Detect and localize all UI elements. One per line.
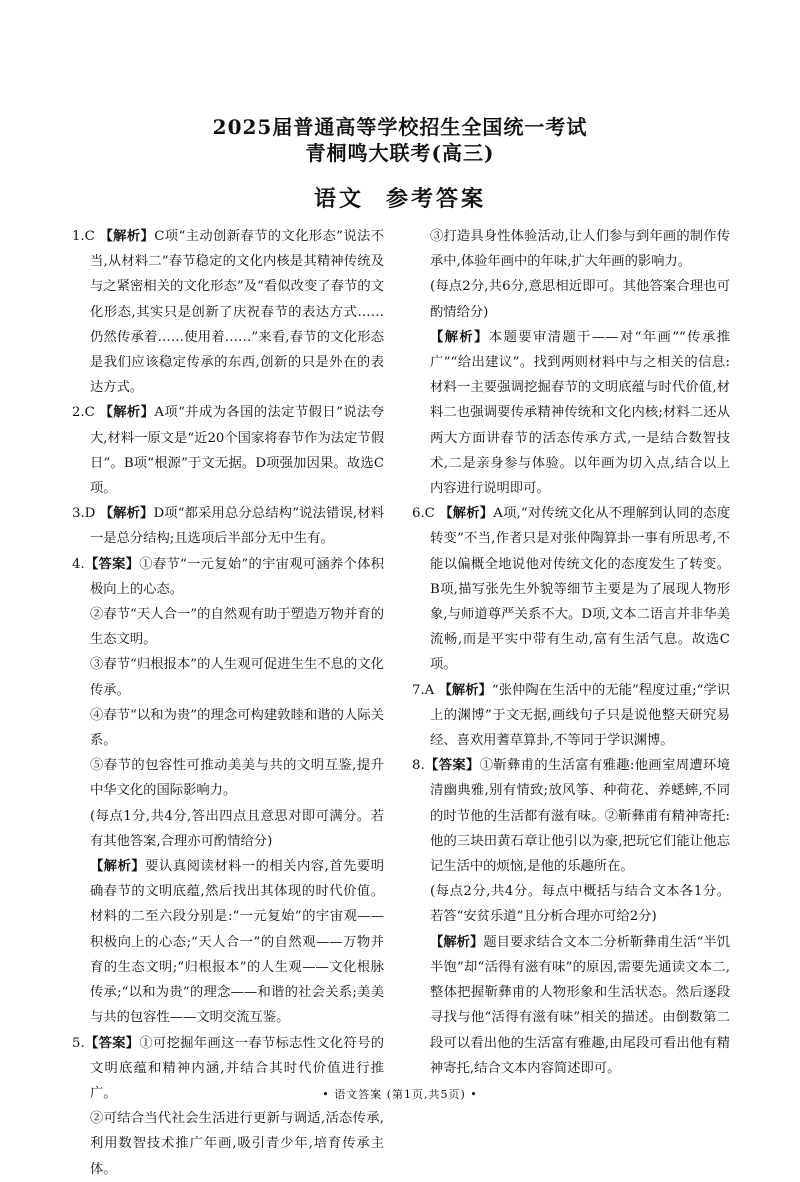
- exam-title: 2025届普通高等学校招生全国统一考试: [212, 115, 588, 139]
- q1-text: C项“主动创新春节的文化形态”说法不当,从材料二“春节稳定的文化内核是其精神传统及与之紧密相关的文化形态”及“看似改变了春节的文化形态,其实只是创新了庆祝春节的表达方式……仍然传承着……使用着……”来看,春节的文化形态是我们应该稳定传承的东西,创新的只是外在的表达方式。: [90, 229, 385, 396]
- q7-number: 7.A: [412, 682, 435, 698]
- q8-analysis-text: 题目要求结合文本二分析靳彝甫生活“半饥半饱”却“活得有滋有味”的原因,需要先通读文本二,整体把握靳彝甫的人物形象和生活状态。然后逐段寻找与他“活得有滋有味”相关的描述。由倒数第二段可以看出他的生活富有雅趣,由尾段可看出他有精神寄托,结合文本内容简述即可。: [430, 934, 730, 1076]
- q3-tag: 【解析】: [99, 506, 154, 522]
- q3-number: 3.D: [72, 506, 96, 522]
- exam-subtitle: 青桐鸣大联考(高三): [305, 141, 495, 165]
- q6-text: A项,“对传统文化从不理解到认同的态度转变”不当,作者只是对张仲陶算卦一事有所思考,不能以偏概全地说他对传统文化的态度发生了转变。B项,描写张先生外貌等细节主要是为了展现人物形象,与师道尊严关系不大。D项,文本二语言并非华美流畅,而是平实中带有生动,富有生活气息。故选C项。: [430, 506, 731, 673]
- q1-tag: 【解析】: [99, 229, 155, 244]
- answer-q4: [72, 552, 384, 602]
- q4-analysis: [72, 854, 384, 1030]
- answer-title-label: 参考答案: [386, 186, 487, 212]
- q8-scoring: (每点2分,共4分。每点中概括与结合文本各1分。若答“安贫乐道”且分析合理亦可给2分): [430, 884, 730, 925]
- q2-number: 2.C: [72, 405, 95, 421]
- q4-point-1: ①春节“一元复始”的宇宙观可涵养个体积极向上的心态。: [90, 556, 384, 597]
- q1-number: 1.C: [72, 229, 95, 244]
- subject-label: 语文: [313, 186, 364, 212]
- q4-analysis-text: 要认真阅读材料一的相关内容,首先要明确春节的文明底蕴,然后找出其体现的时代价值。材料的二至六段分别是:“一元复始”的宇宙观——积极向上的心态;“天人合一”的自然观——万物并育的生态文明;“归根报本”的人生观——文化根脉传承;“以和为贵”的理念——和谐的社会关系;美美与共的包容性——文明交流互鉴。: [90, 859, 385, 1026]
- q5-point-3: ③打造具身性体验活动,让人们参与到年画的制作传承中,体验年画中的年味,扩大年画的影响力。: [430, 229, 730, 270]
- answer-q2: [72, 400, 384, 501]
- q5-analysis-text: 本题要审清题干——对“年画”“传承推广”“给出建议”。找到两则材料中与之相关的信息:材料一主要强调挖掘春节的文明底蕴与时代价值,材料二也强调要传承精神传统和文化内核;材料二还从两大方面讲春节的活态传承方式,一是结合数智技术,二是亲身参与体验。以年画为切入点,结合以上内容进行说明即可。: [430, 329, 730, 497]
- q8-points: ①靳彝甫的生活富有雅趣:他画室周遭环境清幽典雅,别有情致;放风筝、种荷花、养蟋蟀,不同的时节他的生活都有滋有味。②靳彝甫有精神寄托:他的三块田黄石章让他引以为豪,把玩它们能让他忘记生活中的烦恼,是他的乐趣所在。: [430, 758, 731, 875]
- q4-point-5: ⑤春节的包容性可推动美美与共的文明互鉴,提升中华文化的国际影响力。: [90, 758, 384, 799]
- left-column: [72, 224, 384, 1182]
- q8-analysis-tag: 【解析】: [430, 934, 484, 950]
- answer-q8: [412, 753, 730, 879]
- q7-tag: 【解析】: [438, 682, 492, 698]
- q2-tag: 【解析】: [99, 405, 155, 421]
- q4-point-2: ②春节“天人合一”的自然观有助于塑造万物并育的生态文明。: [90, 607, 384, 648]
- q7-text: “张仲陶在生活中的无能”程度过重;“学识上的渊博”于文无据,画线句子只是说他整天研究易经、喜欢用蓍草算卦,不等同于学识渊博。: [430, 682, 731, 749]
- q4-point-3: ③春节“归根报本”的人生观可促进生生不息的文化传承。: [90, 657, 384, 698]
- q8-analysis: [412, 930, 730, 1081]
- right-column: [412, 224, 730, 1081]
- document-title: [0, 184, 800, 214]
- q8-tag: 【答案】: [424, 758, 480, 774]
- answer-q7: [412, 678, 730, 754]
- q5-tag: 【答案】: [84, 1035, 140, 1051]
- q4-point-4: ④春节“以和为贵”的理念可构建敦睦和谐的人际关系。: [90, 707, 384, 749]
- q5-point-1: ①可挖掘年画这一春节标志性文化符号的文明底蕴和精神内涵,并结合其时代价值进行推广。: [90, 1035, 385, 1101]
- q5-analysis-tag: 【解析】: [430, 329, 489, 345]
- q5-scoring: (每点2分,共6分,意思相近即可。其他答案合理也可酌情给分): [430, 279, 730, 320]
- q4-number: 4.: [72, 556, 85, 572]
- q3-text: D项“都采用总分总结构”说法错误,材料一是总分结构;且选项后半部分无中生有。: [90, 506, 385, 547]
- q4-analysis-tag: 【解析】: [90, 859, 146, 875]
- answer-q1: [72, 224, 384, 400]
- q4-scoring: (每点1分,共4分,答出四点且意思对即可满分。若有其他答案,合理亦可酌情给分): [90, 808, 384, 849]
- q4-tag: 【答案】: [84, 556, 140, 572]
- q5-analysis: [412, 325, 730, 501]
- answer-q6: [412, 501, 730, 677]
- page-header: [0, 114, 800, 214]
- q6-number: 6.C: [412, 506, 435, 522]
- q6-tag: 【解析】: [439, 506, 494, 522]
- page-footer: • 语文答案 (第1页,共5页) •: [322, 1088, 478, 1101]
- q8-number: 8.: [412, 758, 425, 774]
- q5-number: 5.: [72, 1035, 85, 1051]
- answer-q3: [72, 501, 384, 551]
- q2-text: A项“并成为各国的法定节假日”说法夸大,材料一原文是“近20个国家将春节作为法定节假日”。B项“根源”于文无据。D项强加因果。故选C项。: [90, 405, 385, 497]
- q5-point-2: ②可结合当代社会生活进行更新与调适,活态传承,利用数智技术推广年画,吸引青少年,培育传承主体。: [90, 1111, 384, 1177]
